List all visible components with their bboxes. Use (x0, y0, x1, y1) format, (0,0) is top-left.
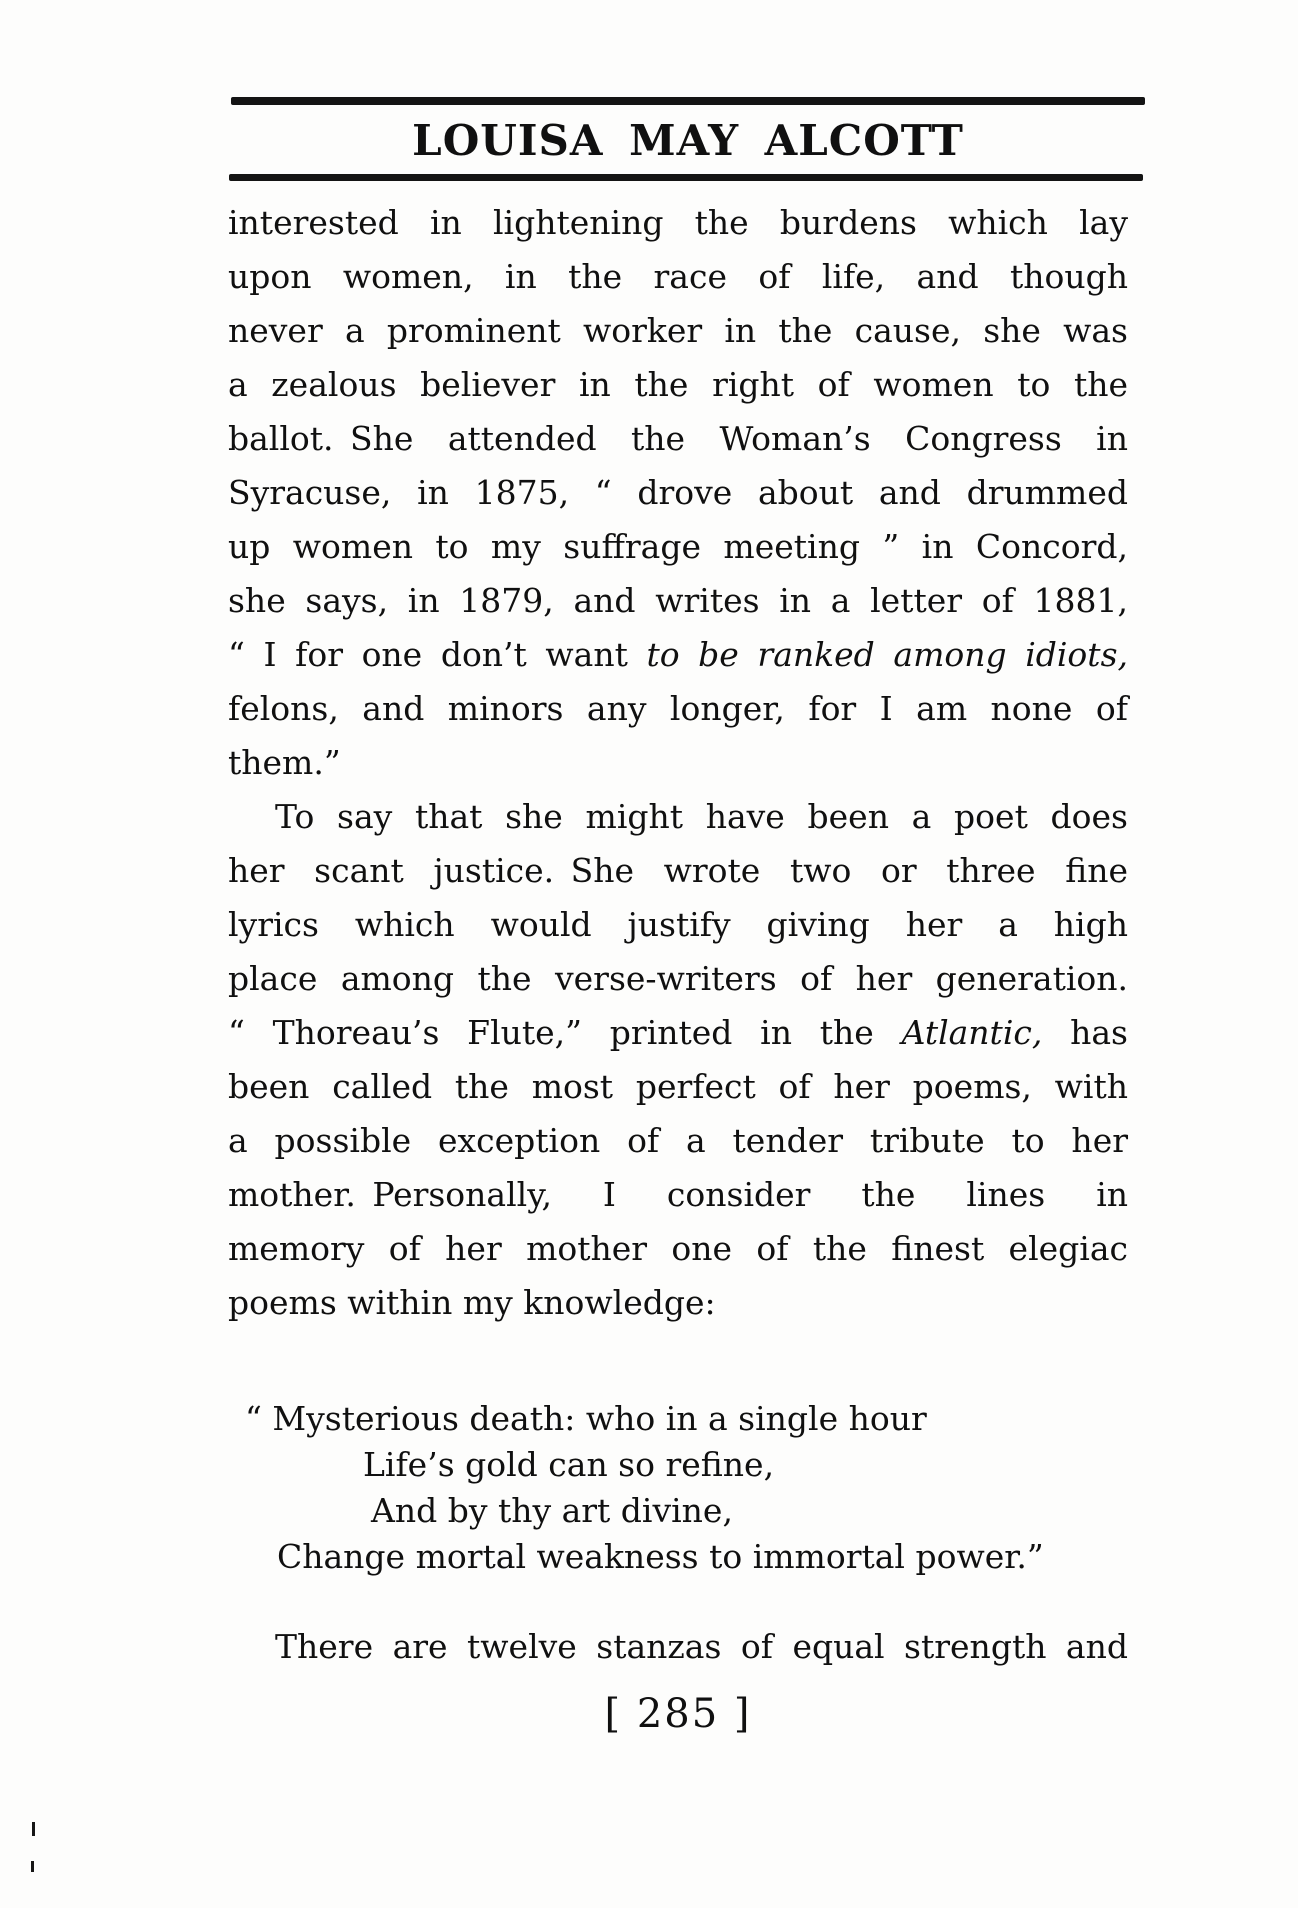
text-line: a zealous believer in the right of women to the (228, 365, 1128, 404)
poem-block (228, 1396, 1128, 1580)
text-line: Change mortal weakness to immortal power.” (277, 1537, 1044, 1576)
scan-artifact (32, 1822, 35, 1836)
text-line: Syracuse, in 1875, “ drove about and drummed (228, 473, 1128, 512)
page-number: [ 285 ] (604, 1691, 752, 1737)
paragraph-1 (228, 196, 1128, 790)
text-line: “ Mysterious death: who in a single hour (245, 1399, 927, 1438)
header-rule-top (231, 97, 1145, 105)
paragraph-3 (228, 1620, 1128, 1674)
text-line: poems within my knowledge: (228, 1283, 716, 1322)
text-line: her scant justice. She wrote two or three fine (228, 851, 1128, 890)
text-line: “ I for one don’t want to be ranked among idiots, (228, 635, 1128, 674)
scan-artifact (31, 1861, 34, 1872)
text-line: mother. Personally, I consider the lines in (228, 1175, 1128, 1214)
running-head-title: LOUISA MAY ALCOTT (412, 116, 964, 165)
text-line: been called the most perfect of her poems, with (228, 1067, 1128, 1106)
text-line: To say that she might have been a poet does (275, 797, 1128, 836)
text-line: upon women, in the race of life, and though (228, 257, 1128, 296)
text-line: lyrics which would justify giving her a high (228, 905, 1128, 944)
text-line: ballot. She attended the Woman’s Congress in (228, 419, 1128, 458)
text-line: Life’s gold can so refine, (363, 1445, 775, 1484)
text-line: place among the verse-writers of her generation. (228, 959, 1128, 998)
header-rule-bottom (229, 174, 1143, 181)
text-line: up women to my suffrage meeting ” in Concord, (228, 527, 1128, 566)
text-line: felons, and minors any longer, for I am none of (228, 689, 1128, 728)
text-line: “ Thoreau’s Flute,” printed in the Atlantic, has (228, 1013, 1128, 1052)
text-line: them.” (228, 743, 341, 782)
text-line: And by thy art divine, (371, 1491, 733, 1530)
text-line: she says, in 1879, and writes in a letter of 1881, (228, 581, 1128, 620)
text-line: interested in lightening the burdens which lay (228, 203, 1128, 242)
text-line: a possible exception of a tender tribute to her (228, 1121, 1128, 1160)
text-line: memory of her mother one of the finest elegiac (228, 1229, 1128, 1268)
text-line: never a prominent worker in the cause, she was (228, 311, 1128, 350)
text-line: There are twelve stanzas of equal strength and (275, 1627, 1128, 1666)
paragraph-2 (228, 790, 1128, 1330)
